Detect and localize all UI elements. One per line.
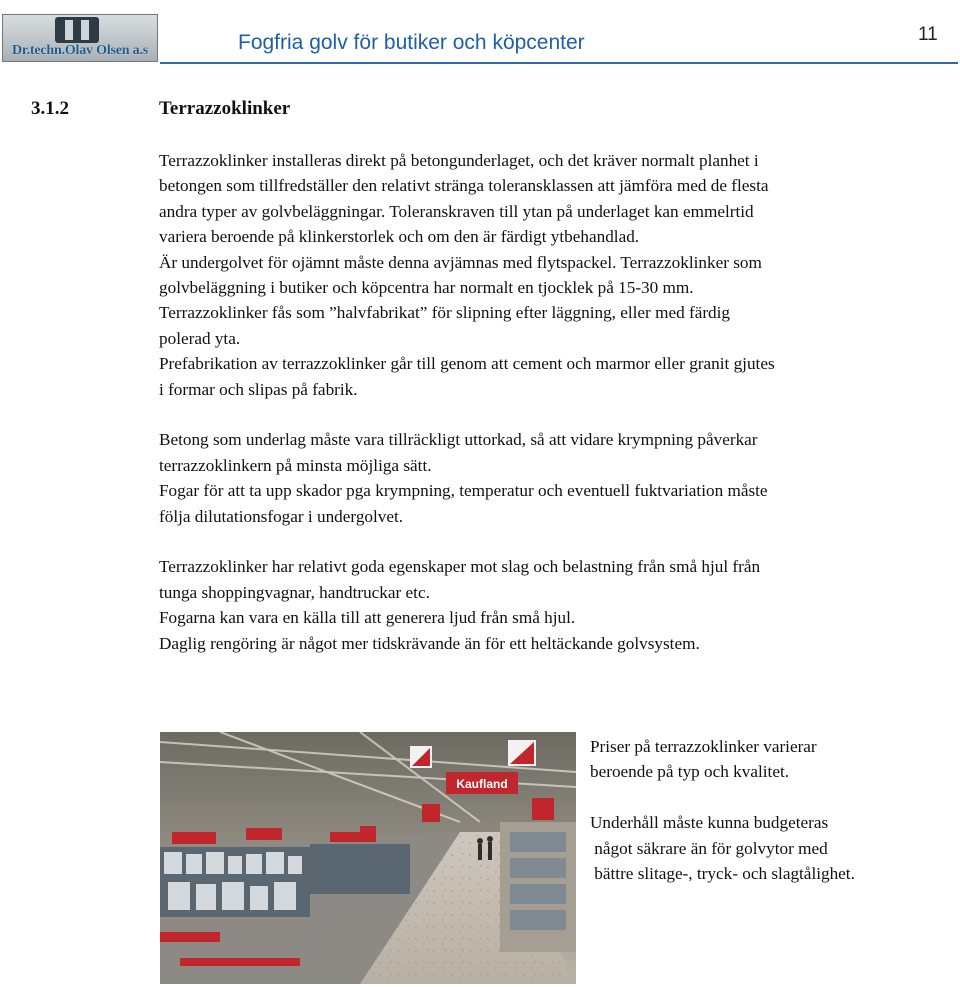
side-note-line: Priser på terrazzoklinker varierar	[590, 737, 817, 756]
text-line: Prefabrikation av terrazzoklinker går till genom att cement och marmor eller granit gjutes	[159, 354, 775, 374]
side-note-line: Underhåll måste kunna budgeteras	[590, 813, 829, 833]
section-number: 3.1.2	[31, 98, 69, 119]
text-line: Betong som underlag måste vara tillräckligt uttorkad, så att vidare krympning påverkar	[159, 430, 758, 450]
logo-text: Dr.techn.Olav Olsen a.s	[11, 43, 149, 58]
side-note-spacer	[590, 785, 855, 810]
body-text	[159, 148, 949, 681]
text-line: Terrazzoklinker installeras direkt på betongunderlaget, och det kräver normalt planhet i	[159, 151, 759, 170]
header-divider	[160, 62, 958, 64]
text-line: tunga shoppingvagnar, handtruckar etc.	[159, 582, 430, 602]
store-photo-illustration	[160, 732, 576, 984]
text-line: Fogar för att ta upp skador pga krympning, temperatur och eventuell fuktvariation måste	[159, 481, 768, 501]
store-interior-photo	[160, 732, 576, 984]
section-title: Terrazzoklinker	[159, 98, 291, 119]
text-line: andra typer av golvbeläggningar. Toleranskraven till ytan på underlaget kan emmelrtid	[159, 201, 754, 221]
text-line: Terrazzoklinker fås som ”halvfabrikat” för slipning efter läggning, eller med färdig	[159, 303, 731, 323]
company-logo	[2, 14, 158, 62]
text-line: Terrazzoklinker har relativt goda egenskaper mot slag och belastning från små hjul från	[159, 557, 761, 577]
text-line: följa dilutationsfogar i undergolvet.	[159, 506, 404, 526]
side-note-line: bättre slitage-, tryck- och slagtålighet.	[590, 864, 855, 884]
text-line: Är undergolvet för ojämnt måste denna avjämnas med flytspackel. Terrazzoklinker som	[159, 252, 762, 272]
text-line: terrazzoklinkern på minsta möjliga sätt.	[159, 455, 432, 475]
text-line: i formar och slipas på fabrik.	[159, 379, 358, 399]
text-line: betongen som tillfredställer den relativt stränga toleransklassen att jämföra med de flesta	[159, 176, 769, 196]
store-sign-text: Kaufland	[456, 777, 508, 791]
paragraph	[159, 427, 949, 529]
text-line: variera beroende på klinkerstorlek och om den är färdigt ytbehandlad.	[159, 227, 640, 247]
page-header-title: Fogfria golv för butiker och köpcenter	[238, 31, 585, 54]
text-line: polerad yta.	[159, 328, 241, 348]
side-note-line: beroende på typ och kvalitet.	[590, 762, 790, 782]
side-note-line: något säkrare än för golvytor med	[590, 838, 828, 858]
side-notes	[590, 734, 855, 886]
page-number: 11	[918, 24, 938, 45]
logo-mark-icon	[55, 17, 99, 43]
paragraph	[159, 148, 949, 402]
text-line: Daglig rengöring är något mer tidskrävande än för ett heltäckande golvsystem.	[159, 633, 700, 653]
text-line: golvbeläggning i butiker och köpcentra har normalt en tjocklek på 15-30 mm.	[159, 278, 694, 298]
paragraph	[159, 554, 949, 656]
text-line: Fogarna kan vara en källa till att generera ljud från små hjul.	[159, 608, 576, 628]
